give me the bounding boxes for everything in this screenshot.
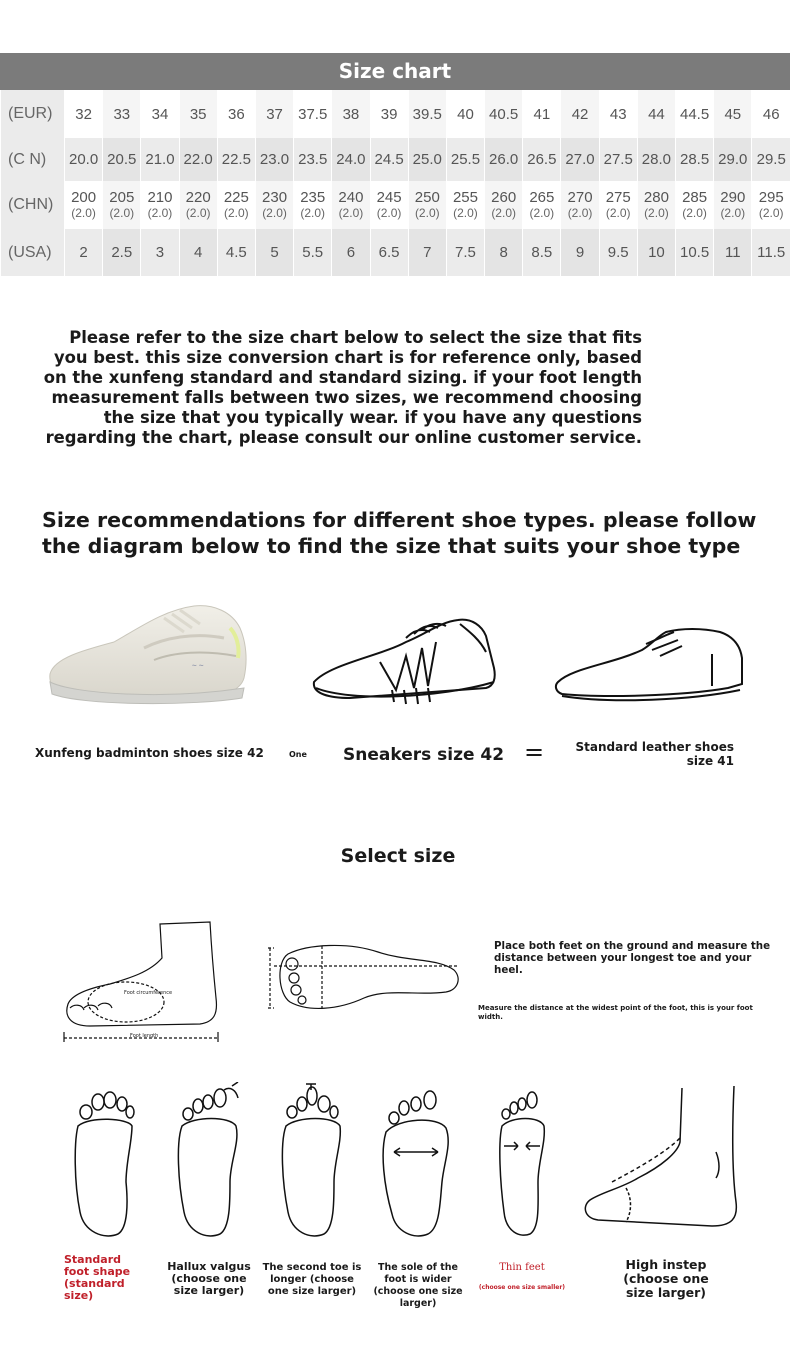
leather-shoe-icon — [552, 624, 748, 704]
thin-feet-label: Thin feet — [499, 1262, 545, 1273]
size-cell: 39 — [370, 90, 408, 138]
size-row-label: (C N) — [1, 138, 65, 181]
recommendation-heading: Size recommendations for different shoe types. please follow the diagram below to find the size that suits your shoe type — [42, 508, 757, 558]
connector-one-label: One — [289, 750, 307, 759]
second-toe-label: The second toe is longer (choose one size larger) — [262, 1262, 362, 1297]
size-cell-value: 250 — [414, 189, 440, 206]
size-cell: 10.5 — [676, 229, 714, 276]
size-cell: 22.0 — [179, 138, 217, 181]
size-cell-tolerance: (2.0) — [300, 206, 326, 220]
size-cell — [446, 181, 484, 229]
size-cell: 36 — [217, 90, 255, 138]
hallux-valgus-foot-icon — [172, 1082, 244, 1242]
size-row — [1, 90, 790, 138]
size-cell-tolerance: (2.0) — [567, 206, 593, 220]
standard-foot-icon — [70, 1082, 142, 1242]
badminton-shoe-image — [44, 598, 250, 708]
size-cell: 8 — [485, 229, 523, 276]
size-cell: 7 — [408, 229, 446, 276]
size-cell-value: 260 — [491, 189, 517, 206]
measure-length-text: Place both feet on the ground and measure the distance between your longest toe and your heel. — [494, 940, 771, 976]
size-cell: 28.5 — [676, 138, 714, 181]
size-cell: 37.5 — [294, 90, 332, 138]
size-cell — [676, 181, 714, 229]
size-cell: 32 — [65, 90, 103, 138]
size-table — [0, 90, 790, 276]
size-cell: 38 — [332, 90, 370, 138]
size-cell-value: 230 — [262, 189, 288, 206]
size-cell: 42 — [561, 90, 599, 138]
size-cell: 29.5 — [752, 138, 790, 181]
size-cell: 26.0 — [485, 138, 523, 181]
size-cell — [103, 181, 141, 229]
size-cell: 45 — [714, 90, 752, 138]
size-cell-tolerance: (2.0) — [758, 206, 784, 220]
size-cell — [752, 181, 790, 229]
size-cell — [217, 181, 255, 229]
size-row — [1, 229, 790, 276]
size-cell-tolerance: (2.0) — [453, 206, 478, 220]
size-cell: 33 — [103, 90, 141, 138]
size-cell: 46 — [752, 90, 790, 138]
size-cell-value: 240 — [338, 189, 364, 206]
size-cell: 44 — [637, 90, 675, 138]
size-cell: 27.5 — [599, 138, 637, 181]
wide-sole-foot-icon — [380, 1082, 452, 1242]
size-chart-title: Size chart — [0, 53, 790, 90]
size-row — [1, 138, 790, 181]
size-cell: 6.5 — [370, 229, 408, 276]
size-cell: 20.5 — [103, 138, 141, 181]
size-cell-tolerance: (2.0) — [147, 206, 173, 220]
size-cell: 27.0 — [561, 138, 599, 181]
size-cell: 3 — [141, 229, 179, 276]
size-cell-tolerance: (2.0) — [491, 206, 516, 220]
size-cell: 41 — [523, 90, 561, 138]
size-cell: 9.5 — [599, 229, 637, 276]
size-cell: 22.5 — [217, 138, 255, 181]
hallux-valgus-label: Hallux valgus (choose one size larger) — [167, 1260, 251, 1297]
size-cell-value: 245 — [376, 189, 402, 206]
badminton-shoe-caption: Xunfeng badminton shoes size 42 — [35, 746, 264, 760]
size-cell: 23.0 — [255, 138, 293, 181]
foot-side-diagram — [60, 918, 224, 1048]
size-cell: 9 — [561, 229, 599, 276]
size-cell-tolerance: (2.0) — [185, 206, 211, 220]
size-cell: 11 — [714, 229, 752, 276]
size-cell-value: 210 — [147, 189, 173, 206]
size-cell: 21.0 — [141, 138, 179, 181]
size-cell: 5 — [255, 229, 293, 276]
size-cell-value: 285 — [682, 189, 708, 206]
size-cell: 10 — [637, 229, 675, 276]
size-cell: 25.0 — [408, 138, 446, 181]
size-cell: 2.5 — [103, 229, 141, 276]
size-cell: 29.0 — [714, 138, 752, 181]
size-cell-value: 220 — [185, 189, 211, 206]
size-cell: 25.5 — [446, 138, 484, 181]
size-cell: 24.0 — [332, 138, 370, 181]
size-cell — [141, 181, 179, 229]
size-cell — [294, 181, 332, 229]
size-cell: 44.5 — [676, 90, 714, 138]
size-cell — [599, 181, 637, 229]
size-cell-tolerance: (2.0) — [720, 206, 746, 220]
size-row-label: (USA) — [1, 229, 65, 276]
size-cell-tolerance: (2.0) — [224, 206, 249, 220]
leather-shoe-caption: Standard leather shoes size 41 — [575, 740, 734, 768]
size-cell-value: 255 — [452, 189, 478, 206]
size-cell — [714, 181, 752, 229]
size-cell: 5.5 — [294, 229, 332, 276]
size-cell-value: 290 — [720, 189, 746, 206]
size-cell-tolerance: (2.0) — [644, 206, 669, 220]
size-cell — [523, 181, 561, 229]
size-cell — [637, 181, 675, 229]
wide-sole-label: The sole of the foot is wider (choose one size larger) — [373, 1262, 463, 1309]
size-cell-value: 200 — [71, 189, 97, 206]
size-cell-value: 265 — [529, 189, 555, 206]
size-cell-value: 295 — [758, 189, 784, 206]
size-cell-value: 235 — [300, 189, 326, 206]
size-cell — [561, 181, 599, 229]
size-cell-tolerance: (2.0) — [529, 206, 555, 220]
size-cell-tolerance: (2.0) — [262, 206, 287, 220]
size-cell — [408, 181, 446, 229]
size-cell: 35 — [179, 90, 217, 138]
size-cell-tolerance: (2.0) — [109, 206, 135, 220]
size-cell: 24.5 — [370, 138, 408, 181]
size-cell — [65, 181, 103, 229]
size-cell — [179, 181, 217, 229]
equals-sign: = — [524, 738, 545, 766]
size-cell-value: 280 — [643, 189, 669, 206]
size-cell-value: 225 — [223, 189, 249, 206]
svg-text:~ ~: ~ ~ — [192, 661, 204, 670]
high-instep-foot-icon — [582, 1082, 742, 1238]
thin-foot-icon — [488, 1082, 560, 1242]
size-cell: 6 — [332, 229, 370, 276]
size-cell: 23.5 — [294, 138, 332, 181]
size-cell — [255, 181, 293, 229]
size-cell-tolerance: (2.0) — [605, 206, 631, 220]
long-second-toe-foot-icon — [276, 1082, 348, 1242]
size-cell-value: 270 — [567, 189, 593, 206]
size-cell: 26.5 — [523, 138, 561, 181]
size-cell-value: 275 — [605, 189, 631, 206]
thin-feet-sublabel: (choose one size smaller) — [478, 1284, 566, 1291]
sneaker-icon — [310, 612, 500, 712]
size-cell-tolerance: (2.0) — [338, 206, 364, 220]
size-cell: 4.5 — [217, 229, 255, 276]
size-cell: 40.5 — [485, 90, 523, 138]
size-cell-tolerance: (2.0) — [71, 206, 96, 220]
foot-length-label: Foot length — [130, 1033, 159, 1039]
size-cell-tolerance: (2.0) — [414, 206, 440, 220]
high-instep-label: High instep (choose one size larger) — [623, 1257, 709, 1300]
size-cell: 2 — [65, 229, 103, 276]
foot-circumference-label: Foot circumference — [124, 990, 173, 996]
size-cell: 39.5 — [408, 90, 446, 138]
size-cell — [332, 181, 370, 229]
size-cell: 11.5 — [752, 229, 790, 276]
standard-foot-label: Standard foot shape (standard size) — [64, 1253, 131, 1302]
size-cell: 8.5 — [523, 229, 561, 276]
size-cell: 34 — [141, 90, 179, 138]
foot-sole-diagram — [268, 938, 464, 1018]
size-row-label: (CHN) — [1, 181, 65, 229]
size-cell-tolerance: (2.0) — [376, 206, 402, 220]
intro-paragraph: Please refer to the size chart below to select the size that fits you best. this size conversion chart is for reference only, based on the xunfeng standard and standard sizing. if your foot length measurement falls between two sizes, we recommend choosing the size that you typically wear. if you have any questions regarding the chart, please consult our online customer service. — [43, 328, 642, 447]
size-cell: 43 — [599, 90, 637, 138]
select-size-title: Select size — [340, 845, 456, 867]
size-cell: 20.0 — [65, 138, 103, 181]
sneakers-caption: Sneakers size 42 — [343, 745, 505, 765]
size-cell: 4 — [179, 229, 217, 276]
size-cell: 40 — [446, 90, 484, 138]
size-cell-tolerance: (2.0) — [682, 206, 707, 220]
size-cell: 37 — [255, 90, 293, 138]
size-cell — [485, 181, 523, 229]
size-cell — [370, 181, 408, 229]
size-cell-value: 205 — [109, 189, 135, 206]
size-cell: 28.0 — [637, 138, 675, 181]
measure-width-text: Measure the distance at the widest point of the foot, this is your foot width. — [478, 1004, 753, 1021]
size-row — [1, 181, 790, 229]
size-cell: 7.5 — [446, 229, 484, 276]
size-row-label: (EUR) — [1, 90, 65, 138]
